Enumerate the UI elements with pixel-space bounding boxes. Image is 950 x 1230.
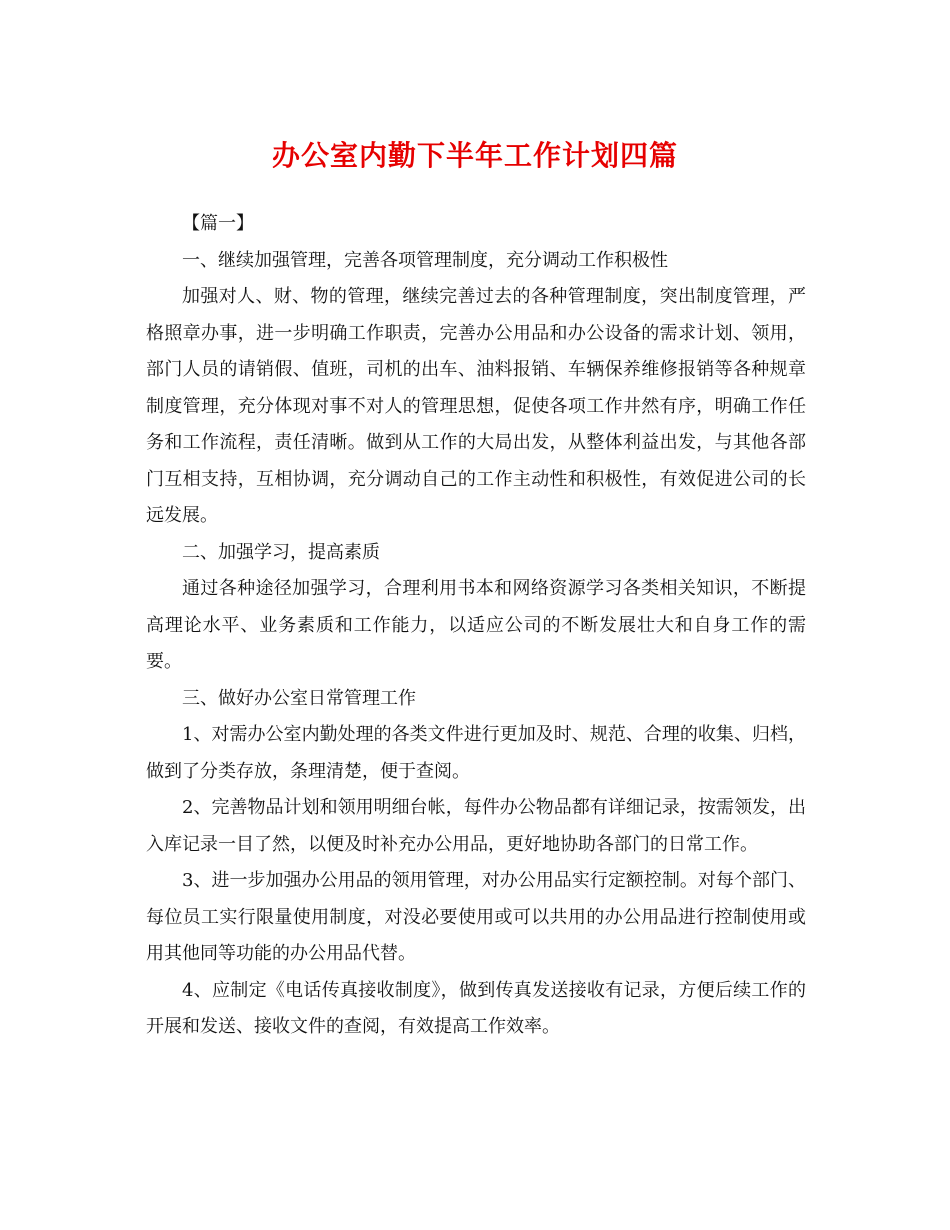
document-title: 办公室内勤下半年工作计划四篇 [271, 139, 678, 172]
document-body [146, 206, 806, 1046]
list-item: 3、进一步加强办公用品的领用管理，对办公用品实行定额控制。对每个部门、每位员工实行限量使用制度，对没必要使用或可以共用的办公用品进行控制使用或用其他同等功能的办公用品代替。 [146, 870, 806, 964]
paragraph: 通过各种途径加强学习，合理利用书本和网络资源学习各类相关知识，不断提高理论水平、业务素质和工作能力，以适应公司的不断发展壮大和自身工作的需要。 [146, 578, 806, 672]
paragraph: 加强对人、财、物的管理，继续完善过去的各种管理制度，突出制度管理，严格照章办事，进一步明确工作职责，完善办公用品和办公设备的需求计划、领用，部门人员的请销假、值班，司机的出车、油料报销、车辆保养维修报销等各种规章制度管理，充分体现对事不对人的管理思想，促使各项工作井然有序，明确工作任务和工作流程，责任清晰。做到从工作的大局出发，从整体利益出发，与其他各部门互相支持，互相协调，充分调动自己的工作主动性和积极性，有效促进公司的长远发展。 [146, 286, 806, 526]
heading-3: 三、做好办公室日常管理工作 [182, 687, 416, 709]
heading-2: 二、加强学习，提高素质 [182, 541, 380, 563]
list-item: 2、完善物品计划和领用明细台帐，每件办公物品都有详细记录，按需领发，出入库记录一目了然，以便及时补充办公用品，更好地协助各部门的日常工作。 [146, 797, 806, 855]
list-item: 1、对需办公室内勤处理的各类文件进行更加及时、规范、合理的收集、归档，做到了分类存放，条理清楚，便于查阅。 [146, 724, 806, 782]
list-item: 4、应制定《电话传真接收制度》，做到传真发送接收有记录，方便后续工作的开展和发送、接收文件的查阅，有效提高工作效率。 [146, 979, 806, 1037]
section-marker: 【篇一】 [182, 213, 254, 234]
heading-1: 一、继续加强管理，完善各项管理制度，充分调动工作积极性 [182, 249, 668, 271]
